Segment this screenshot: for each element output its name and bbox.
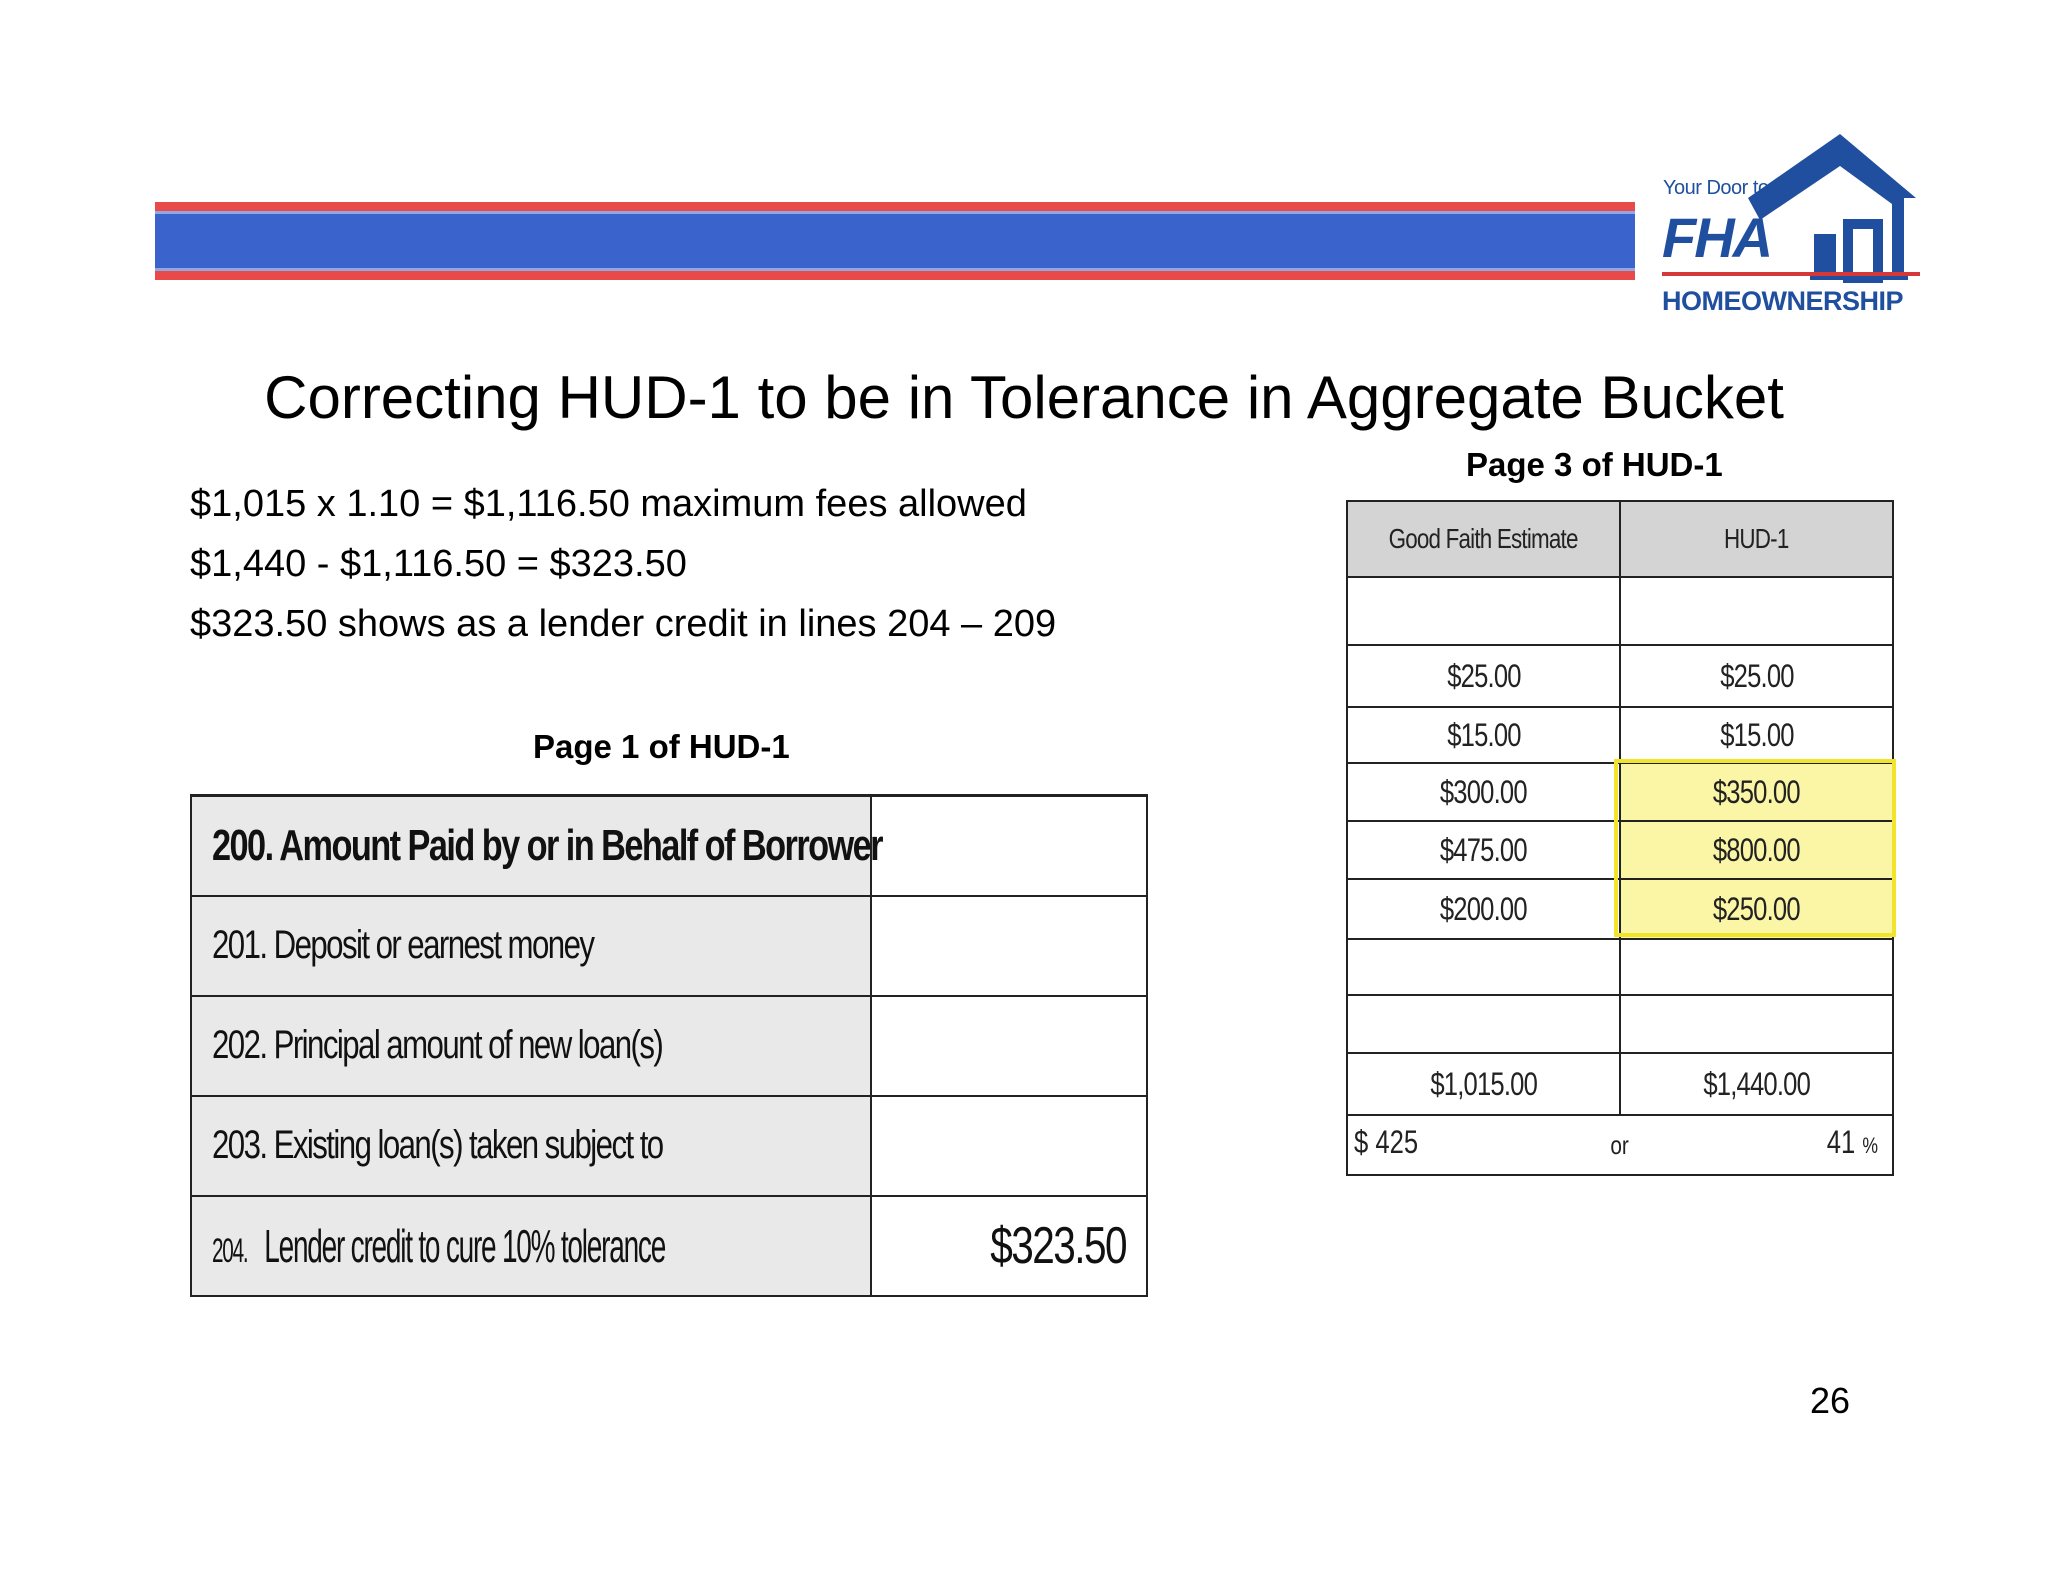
hud-total: $1,440.00 bbox=[1620, 1053, 1893, 1115]
table-row bbox=[1347, 939, 1893, 995]
column-header: Good Faith Estimate bbox=[1347, 501, 1620, 577]
gfe-cell bbox=[1347, 939, 1620, 995]
table-row bbox=[1347, 821, 1893, 879]
gfe-cell: $300.00 bbox=[1347, 763, 1620, 821]
logo-subtitle: HOMEOWNERSHIP bbox=[1662, 286, 1904, 316]
column-header: HUD-1 bbox=[1620, 501, 1893, 577]
difference-amount: $ 425 bbox=[1354, 1124, 1419, 1160]
table-row bbox=[191, 896, 1147, 996]
hud-cell: $25.00 bbox=[1620, 645, 1893, 707]
hud-cell-highlighted: $800.00 bbox=[1620, 821, 1893, 879]
table-row bbox=[191, 796, 1147, 896]
difference-percent: 41 % bbox=[1826, 1124, 1878, 1160]
page3-table bbox=[1346, 500, 1894, 1116]
table-row bbox=[191, 996, 1147, 1096]
gfe-cell: $25.00 bbox=[1347, 645, 1620, 707]
table-header-row bbox=[1347, 501, 1893, 577]
table-row bbox=[1347, 645, 1893, 707]
row-label bbox=[191, 1196, 871, 1296]
logo-divider bbox=[1662, 272, 1920, 276]
hud-cell bbox=[1620, 939, 1893, 995]
hud-cell-highlighted: $350.00 bbox=[1620, 763, 1893, 821]
gfe-cell bbox=[1347, 577, 1620, 645]
table-row bbox=[191, 1196, 1147, 1296]
difference-connector: or bbox=[1610, 1130, 1629, 1160]
table-row bbox=[1347, 879, 1893, 939]
row-label-text: Lender credit to cure 10% tolerance bbox=[264, 1219, 666, 1272]
row-value bbox=[871, 996, 1147, 1096]
row-value bbox=[871, 796, 1147, 896]
page1-table bbox=[190, 794, 1148, 1297]
row-number: 204. bbox=[212, 1231, 248, 1270]
table-row bbox=[1347, 707, 1893, 763]
lender-credit-value: $323.50 bbox=[871, 1196, 1147, 1296]
page-title: Correcting HUD-1 to be in Tolerance in Aggregate Bucket bbox=[264, 364, 1784, 432]
calculation-line: $323.50 shows as a lender credit in lines 204 – 209 bbox=[190, 603, 1057, 645]
gfe-cell: $15.00 bbox=[1347, 707, 1620, 763]
row-label: 203. Existing loan(s) taken subject to bbox=[191, 1096, 871, 1196]
percent-sign: % bbox=[1862, 1133, 1878, 1158]
calculation-line: $1,015 x 1.10 = $1,116.50 maximum fees allowed bbox=[190, 483, 1027, 525]
hud-cell: $15.00 bbox=[1620, 707, 1893, 763]
page-number: 26 bbox=[1810, 1380, 1851, 1421]
row-label: 200. Amount Paid by or in Behalf of Borrower bbox=[191, 796, 871, 896]
gfe-cell: $200.00 bbox=[1347, 879, 1620, 939]
logo-brand: FHA bbox=[1662, 206, 1772, 269]
totals-row bbox=[1347, 1053, 1893, 1115]
calculation-line: $1,440 - $1,116.50 = $323.50 bbox=[190, 543, 687, 585]
hud-cell bbox=[1620, 577, 1893, 645]
gfe-total: $1,015.00 bbox=[1347, 1053, 1620, 1115]
row-value bbox=[871, 896, 1147, 996]
table-row bbox=[1347, 577, 1893, 645]
difference-row bbox=[1346, 1112, 1894, 1176]
hud-cell-highlighted: $250.00 bbox=[1620, 879, 1893, 939]
table-row bbox=[1347, 763, 1893, 821]
page1-caption: Page 1 of HUD-1 bbox=[533, 728, 790, 765]
logo-tagline: Your Door to bbox=[1663, 177, 1769, 199]
table-row bbox=[191, 1096, 1147, 1196]
table-row bbox=[1347, 995, 1893, 1053]
row-label: 202. Principal amount of new loan(s) bbox=[191, 996, 871, 1096]
hud-cell bbox=[1620, 995, 1893, 1053]
gfe-cell: $475.00 bbox=[1347, 821, 1620, 879]
gfe-cell bbox=[1347, 995, 1620, 1053]
row-value bbox=[871, 1096, 1147, 1196]
header-banner bbox=[155, 202, 1635, 280]
row-label: 201. Deposit or earnest money bbox=[191, 896, 871, 996]
page3-caption: Page 3 of HUD-1 bbox=[1466, 446, 1723, 483]
calculation-block bbox=[190, 474, 1056, 654]
